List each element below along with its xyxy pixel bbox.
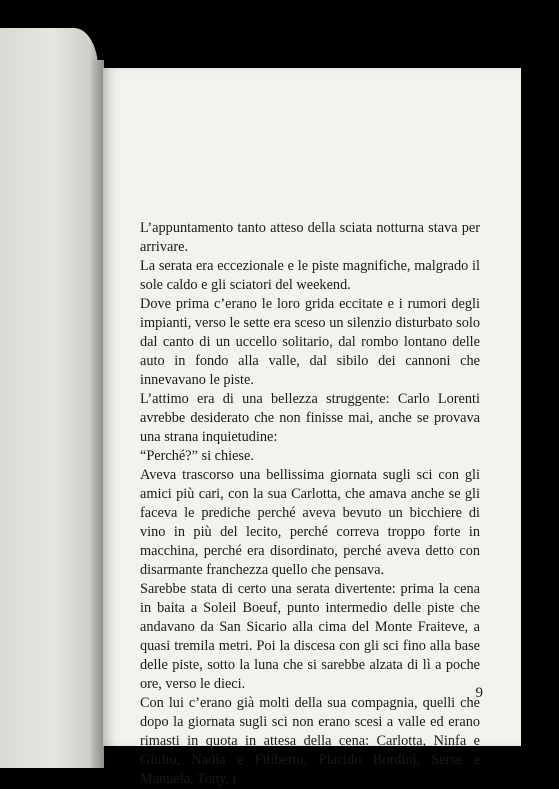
paragraph-3: Dove prima c’erano le loro grida eccitate e i rumori degli impianti, verso le sette era sceso un silenzio disturbato solo dal canto di un uccello solitario, dal rombo lontano delle auto in fondo alla valle, dal sibilo dei cannoni che innevavano le piste.	[140, 296, 480, 388]
page-number: 9	[475, 685, 483, 701]
right-page	[103, 68, 521, 787]
paragraph-4: L’attimo era di una bellezza struggente: Carlo Lorenti avrebbe desiderato che non finisse mai, anche se provava una strana inquietudine:	[140, 391, 480, 445]
paragraph-1: L’appuntamento tanto atteso della sciata notturna stava per arrivare.	[140, 220, 480, 255]
paragraph-2: La serata era eccezionale e le piste magnifiche, malgrado il sole caldo e gli sciatori del weekend.	[140, 258, 480, 293]
paragraph-7: Sarebbe stata di certo una serata divertente: prima la cena in baita a Soleil Boeuf, punto intermedio delle piste che andavano da San Sicario alla cima del Monte Fraiteve, a quasi tremila metri. Poi la discesa con gli sci fino alla base delle piste, sotto la luna che si sarebbe alzata di lì a poche ore, verso le dieci.	[140, 581, 480, 692]
paragraph-5: “Perché?” si chiese.	[140, 448, 254, 464]
paragraph-6: Aveva trascorso una bellissima giornata sugli sci con gli amici più cari, con la sua Carlotta, che amava anche se gli faceva le prediche perché aveva bevuto un bicchiere di vino in più del lecito, perché correva troppo forte in macchina, perché era disordinato, perché aveva detto con disarmante franchezza quello che pensava.	[140, 467, 480, 578]
left-page	[0, 28, 98, 768]
paragraph-8: Con lui c’erano già molti della sua compagnia, quelli che dopo la giornata sugli sci non erano scesi a valle ed erano rimasti in quota in attesa della cena: Carlotta, Ninfa e Giulio, Nadia e Filiberto, Placido Bordini, Serse e Manuela, Tony, i	[140, 695, 480, 787]
body-text	[140, 219, 480, 789]
